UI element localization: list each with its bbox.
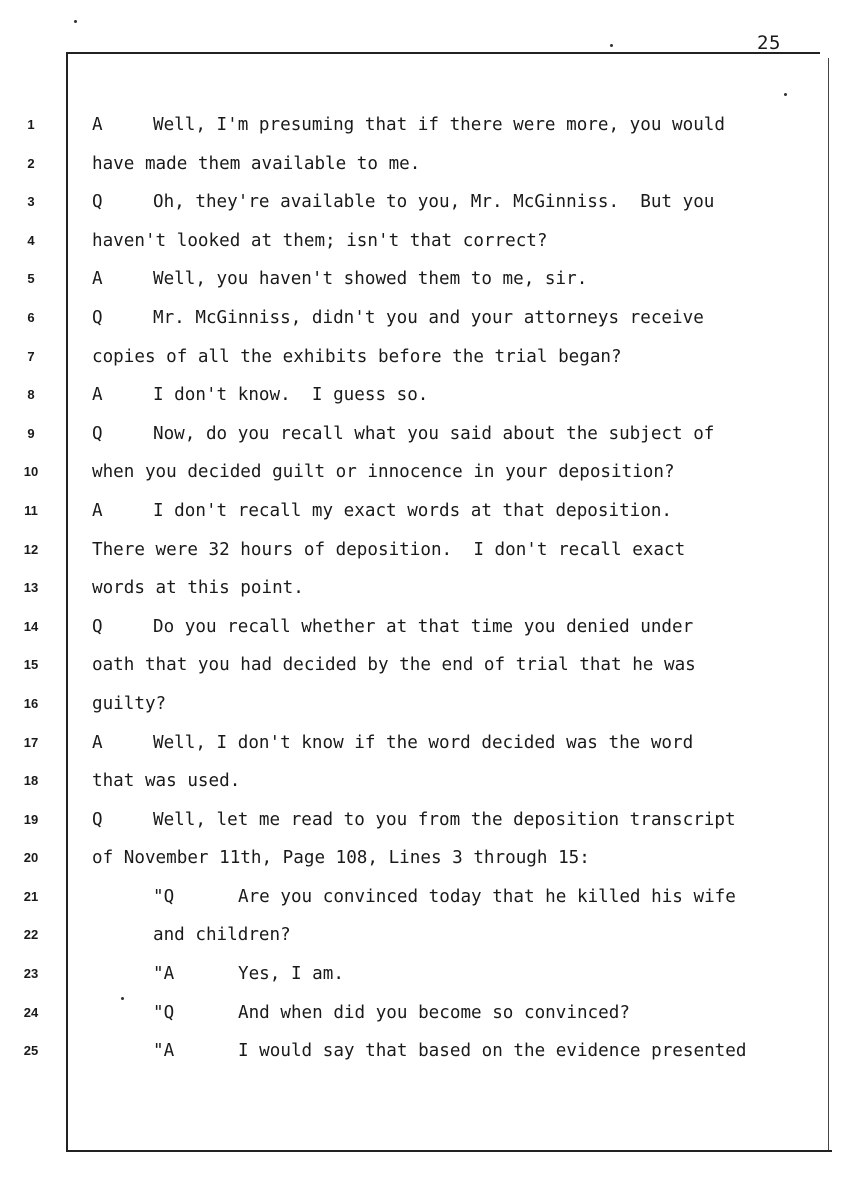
frame-top-border — [66, 52, 820, 54]
line-text: Oh, they're available to you, Mr. McGinniss. But you — [153, 192, 715, 213]
speaker-label: A — [92, 500, 103, 521]
quoted-speaker-label: "A — [153, 964, 175, 985]
line-number: 10 — [23, 464, 39, 480]
transcript-line — [92, 344, 826, 383]
transcript-line — [92, 652, 826, 691]
line-text: I don't recall my exact words at that deposition. — [153, 500, 673, 521]
speaker-label: A — [92, 115, 103, 135]
line-number: 16 — [23, 695, 39, 711]
speaker-label: A — [92, 269, 103, 290]
speaker-label: A — [92, 385, 103, 406]
transcript-line — [92, 459, 826, 498]
transcript-line — [92, 575, 826, 614]
line-number: 22 — [23, 927, 39, 943]
quoted-speaker-label: "Q — [153, 1002, 175, 1023]
line-number: 3 — [27, 194, 35, 210]
line-number: 11 — [24, 502, 38, 518]
line-number: 25 — [23, 1043, 39, 1059]
transcript-line — [92, 884, 826, 923]
line-number: 12 — [23, 541, 39, 557]
line-number: 18 — [23, 773, 39, 789]
line-text: Are you convinced today that he killed his wife — [238, 886, 736, 907]
transcript-line — [92, 305, 826, 344]
line-number: 20 — [23, 850, 39, 866]
line-number: 21 — [23, 888, 39, 904]
line-number: 13 — [23, 580, 39, 596]
transcript-line — [92, 961, 826, 1000]
line-text: Well, let me read to you from the deposition transcript — [153, 809, 736, 830]
transcript-line — [92, 266, 826, 305]
speaker-label: Q — [92, 307, 103, 328]
line-text: words at this point. — [92, 578, 304, 599]
transcript-line — [92, 382, 826, 421]
transcript-line — [92, 151, 826, 190]
line-text: Well, you haven't showed them to me, sir. — [153, 269, 588, 290]
line-number: 9 — [27, 425, 35, 441]
line-text: guilty? — [92, 693, 167, 714]
transcript-line — [92, 768, 826, 807]
frame-left-border — [66, 52, 68, 1152]
line-text: Now, do you recall what you said about the subject of — [153, 423, 715, 444]
transcript-body — [92, 112, 826, 1077]
line-number: 24 — [23, 1004, 39, 1020]
page-number: 25 — [757, 32, 781, 54]
transcript-line — [92, 537, 826, 576]
line-number: 4 — [27, 232, 35, 248]
line-text: that was used. — [92, 771, 241, 792]
transcript-line — [92, 228, 826, 267]
line-text: There were 32 hours of deposition. I don't recall exact — [92, 539, 686, 560]
line-text: of November 11th, Page 108, Lines 3 through 15: — [92, 848, 590, 869]
speaker-label: Q — [92, 809, 103, 830]
line-number: 8 — [27, 387, 35, 403]
line-text: Well, I'm presuming that if there were more, you would — [153, 115, 725, 135]
transcript-line — [92, 112, 826, 151]
line-text: Yes, I am. — [238, 964, 344, 985]
line-number: 15 — [23, 657, 39, 673]
line-text: And when did you become so convinced? — [238, 1002, 630, 1023]
line-text: Mr. McGinniss, didn't you and your attorneys receive — [153, 307, 704, 328]
transcript-line — [92, 807, 826, 846]
speaker-label: Q — [92, 423, 103, 444]
line-number: 14 — [23, 618, 39, 634]
line-text: I would say that based on the evidence presented — [238, 1041, 747, 1062]
transcript-line — [92, 498, 826, 537]
line-text: Do you recall whether at that time you denied under — [153, 616, 694, 637]
line-number: 23 — [23, 966, 39, 982]
line-number: 6 — [27, 309, 35, 325]
line-number: 19 — [23, 811, 39, 827]
transcript-line — [92, 189, 826, 228]
line-number: 17 — [23, 734, 39, 750]
line-number: 7 — [27, 348, 35, 364]
line-number-column — [16, 112, 46, 1077]
line-number: 5 — [27, 271, 35, 287]
line-text: have made them available to me. — [92, 153, 421, 174]
frame-bottom-border — [66, 1150, 832, 1152]
transcript-line — [92, 614, 826, 653]
frame-right-border — [828, 58, 829, 1150]
transcript-line — [92, 730, 826, 769]
transcript-line — [92, 1038, 826, 1077]
quoted-speaker-label: "Q — [153, 886, 175, 907]
line-text: and children? — [153, 925, 291, 946]
speaker-label: Q — [92, 616, 103, 637]
transcript-line — [92, 845, 826, 884]
scan-speck — [784, 93, 787, 96]
line-text: when you decided guilt or innocence in your deposition? — [92, 462, 675, 483]
scan-speck — [610, 44, 613, 47]
line-number: 1 — [27, 117, 35, 132]
transcript-line — [92, 691, 826, 730]
speaker-label: Q — [92, 192, 103, 213]
line-text: Well, I don't know if the word decided was the word — [153, 732, 694, 753]
line-text: I don't know. I guess so. — [153, 385, 429, 406]
speaker-label: A — [92, 732, 103, 753]
transcript-line — [92, 421, 826, 460]
quoted-speaker-label: "A — [153, 1041, 175, 1062]
transcript-line — [92, 922, 826, 961]
scan-speck — [74, 20, 77, 23]
line-number: 2 — [27, 155, 35, 171]
line-text: oath that you had decided by the end of trial that he was — [92, 655, 696, 676]
line-text: haven't looked at them; isn't that correct? — [92, 230, 548, 251]
transcript-line — [92, 1000, 826, 1039]
line-text: copies of all the exhibits before the trial began? — [92, 346, 622, 367]
